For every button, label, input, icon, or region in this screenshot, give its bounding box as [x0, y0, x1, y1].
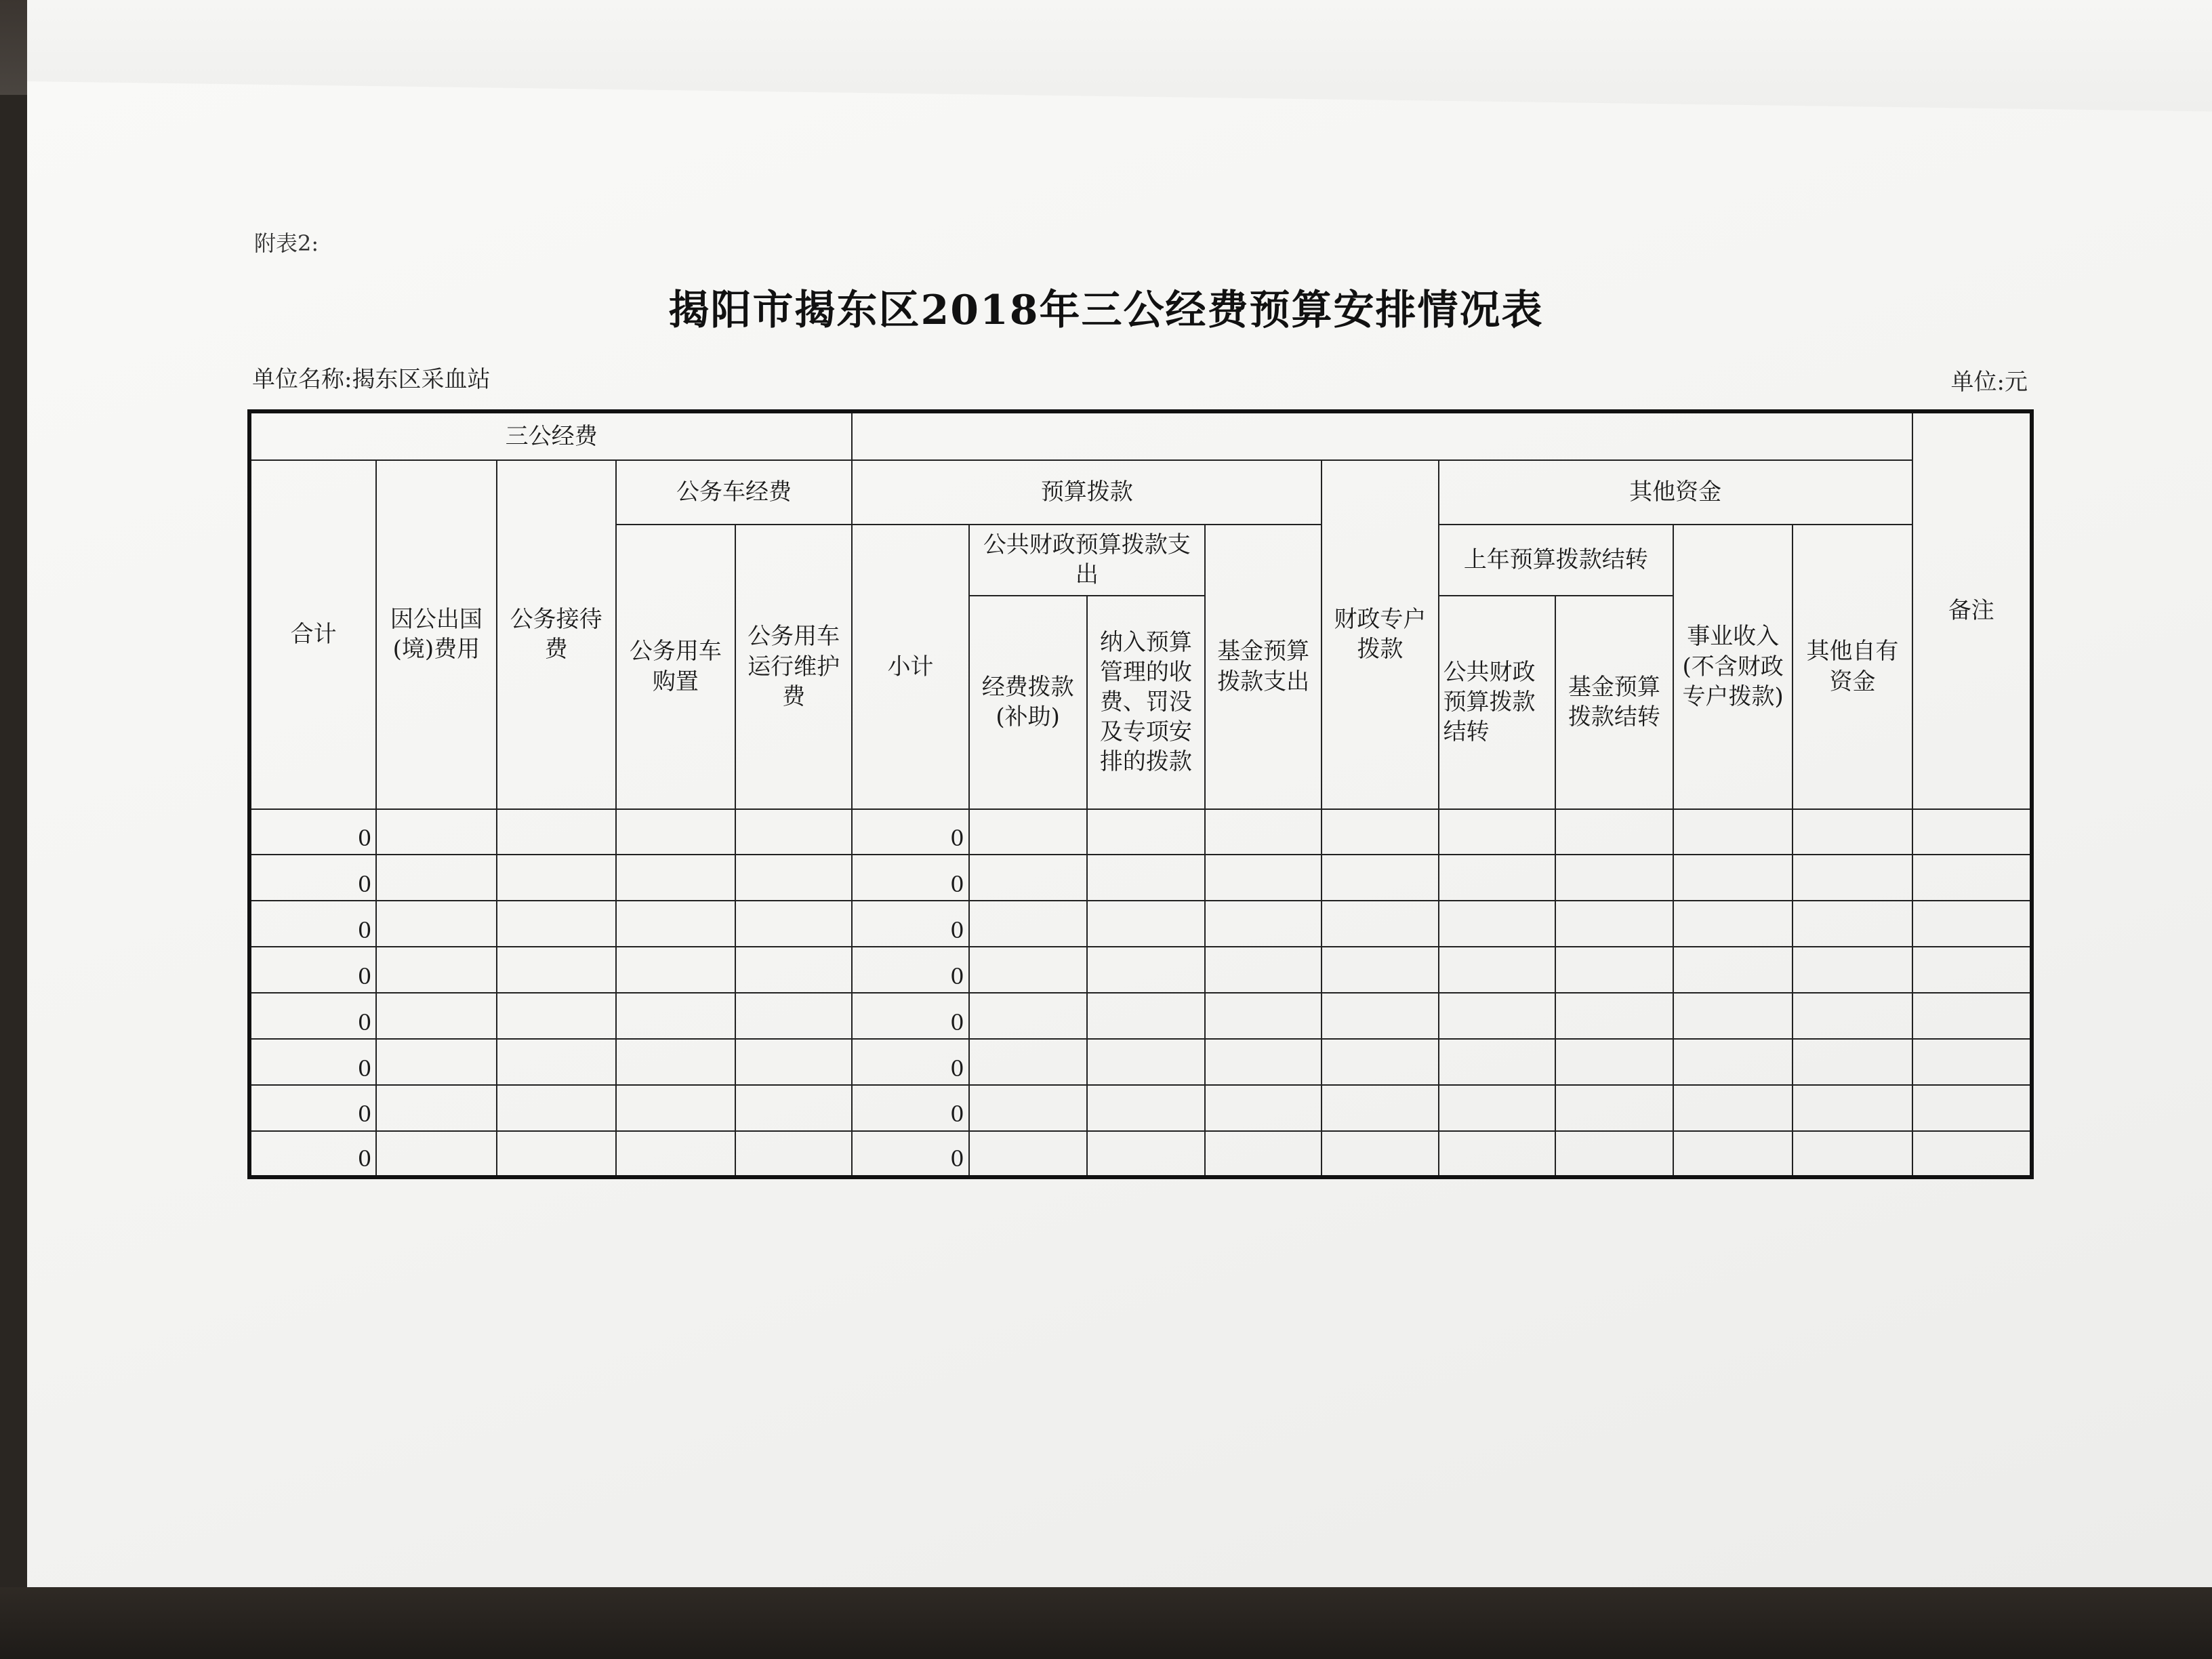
header-yingong-chuguo: 因公出国(境)费用	[376, 460, 496, 809]
table-row	[249, 1085, 2032, 1131]
cell-heji: 0	[249, 1131, 376, 1177]
header-jijin-yusuan-zhichu: 基金预算拨款支出	[1205, 525, 1322, 809]
cell-heji: 0	[249, 855, 376, 901]
header-yusuan-bokuan: 预算拨款	[852, 460, 1322, 525]
header-heji: 合计	[249, 460, 376, 809]
header-nairu-yusuan: 纳入预算管理的收费、罚没及专项安排的拨款	[1087, 596, 1205, 809]
header-jingfei-bokuan: 经费拨款(补助)	[969, 596, 1087, 809]
header-gongwuche-gouzhi: 公务用车购置	[616, 525, 735, 809]
table-row	[249, 993, 2032, 1039]
header-shiye-shouru: 事业收入(不含财政专户拨款)	[1673, 525, 1793, 809]
cell-heji: 0	[249, 1039, 376, 1085]
header-xiaoji: 小计	[852, 525, 968, 809]
header-gongwuche: 公务车经费	[616, 460, 853, 525]
table-row	[249, 947, 2032, 993]
cell-xiaoji: 0	[852, 855, 968, 901]
unit-currency-label: 单位:元	[1950, 369, 2028, 396]
cell-xiaoji: 0	[852, 1131, 968, 1177]
cell-heji: 0	[249, 993, 376, 1039]
header-beizhu: 备注	[1912, 411, 2032, 809]
desk-background-bottom	[0, 1587, 2212, 1659]
header-shangnian-jiezhuan: 上年预算拨款结转	[1439, 525, 1674, 596]
header-qita-ziyou: 其他自有资金	[1793, 525, 1912, 809]
header-blank-top	[852, 411, 1912, 460]
budget-table	[247, 409, 2034, 1179]
header-sangong: 三公经费	[249, 411, 852, 460]
cell-xiaoji: 0	[852, 809, 968, 855]
table-row	[249, 901, 2032, 947]
document-title: 揭阳市揭东区2018年三公经费预算安排情况表	[668, 287, 1544, 334]
header-caizheng-zhuanhu: 财政专户拨款	[1322, 460, 1438, 809]
unit-name-label: 单位名称:揭东区采血站	[252, 366, 491, 393]
table-row	[249, 1131, 2032, 1177]
table-row	[249, 1039, 2032, 1085]
cell-heji: 0	[249, 947, 376, 993]
table-row	[249, 809, 2032, 855]
cell-xiaoji: 0	[852, 1085, 968, 1131]
header-jijin-jiezhuan: 基金预算拨款结转	[1555, 596, 1673, 809]
header-gonggong-caizheng: 公共财政预算拨款支出	[969, 525, 1206, 596]
cell-xiaoji: 0	[852, 947, 968, 993]
cell-xiaoji: 0	[852, 1039, 968, 1085]
cell-heji: 0	[249, 901, 376, 947]
header-qita-zijin: 其他资金	[1439, 460, 1912, 525]
cell-heji: 0	[249, 1085, 376, 1131]
header-gongwu-jiedai: 公务接待费	[497, 460, 616, 809]
table-row	[249, 855, 2032, 901]
cell-heji: 0	[249, 809, 376, 855]
header-gongwuche-yunxing: 公务用车运行维护费	[735, 525, 852, 809]
cell-xiaoji: 0	[852, 901, 968, 947]
cell-xiaoji: 0	[852, 993, 968, 1039]
appendix-label: 附表2:	[254, 230, 319, 256]
header-gonggong-jiezhuan: 公共财政预算拨款结转	[1439, 596, 1555, 809]
